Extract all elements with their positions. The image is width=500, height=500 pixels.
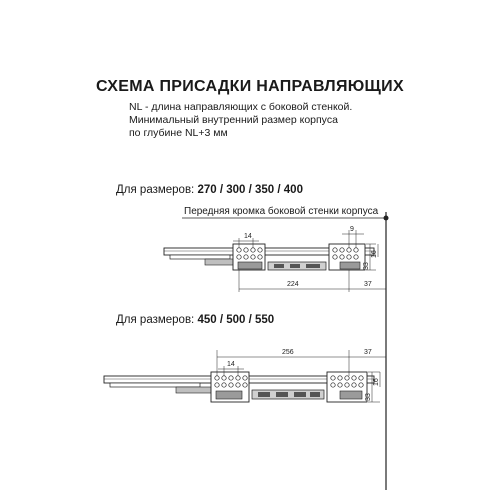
description-line-2: Минимальный внутренний размер корпуса bbox=[129, 114, 338, 126]
dim-label-33-1: 33 bbox=[363, 262, 370, 270]
bracket-right-2 bbox=[327, 372, 367, 402]
runner-mechanism-1 bbox=[268, 262, 326, 270]
dim-label-37-2: 37 bbox=[364, 349, 372, 356]
sizes-prefix-1: Для размеров: bbox=[116, 184, 195, 196]
dim-label-16-1: 16 bbox=[371, 250, 378, 258]
dim-label-37-1: 37 bbox=[364, 281, 372, 288]
dim-label-14-2: 14 bbox=[227, 361, 235, 368]
dim-label-224-1: 224 bbox=[287, 281, 299, 288]
sizes-values-2: 450 / 500 / 550 bbox=[197, 314, 275, 326]
dim-label-256-2: 256 bbox=[282, 349, 294, 356]
page-title: СХЕМА ПРИСАДКИ НАПРАВЛЯЮЩИХ bbox=[96, 78, 404, 95]
runner-scheme-2 bbox=[104, 349, 386, 402]
dim-label-9-1: 9 bbox=[350, 226, 354, 233]
description-line-3: по глубине NL+3 мм bbox=[129, 127, 228, 139]
sizes-prefix-2: Для размеров: bbox=[116, 314, 195, 326]
bracket-right-1 bbox=[329, 244, 365, 270]
description-line-1: NL - длина направляющих с боковой стенкой. bbox=[129, 101, 353, 113]
front-edge-dot bbox=[384, 216, 389, 221]
dim-label-14-1: 14 bbox=[244, 233, 252, 240]
sizes-values-1: 270 / 300 / 350 / 400 bbox=[197, 184, 303, 196]
runner-mechanism-2 bbox=[252, 390, 324, 399]
dim-label-16-2: 16 bbox=[373, 378, 380, 386]
dim-label-33-2: 33 bbox=[365, 393, 372, 401]
dimension-224-scheme-1 bbox=[239, 270, 386, 292]
runner-scheme-1 bbox=[164, 226, 386, 292]
front-edge-label: Передняя кромка боковой стенки корпуса bbox=[184, 206, 379, 217]
bracket-left-1 bbox=[233, 244, 265, 270]
bracket-left-2 bbox=[211, 372, 249, 402]
